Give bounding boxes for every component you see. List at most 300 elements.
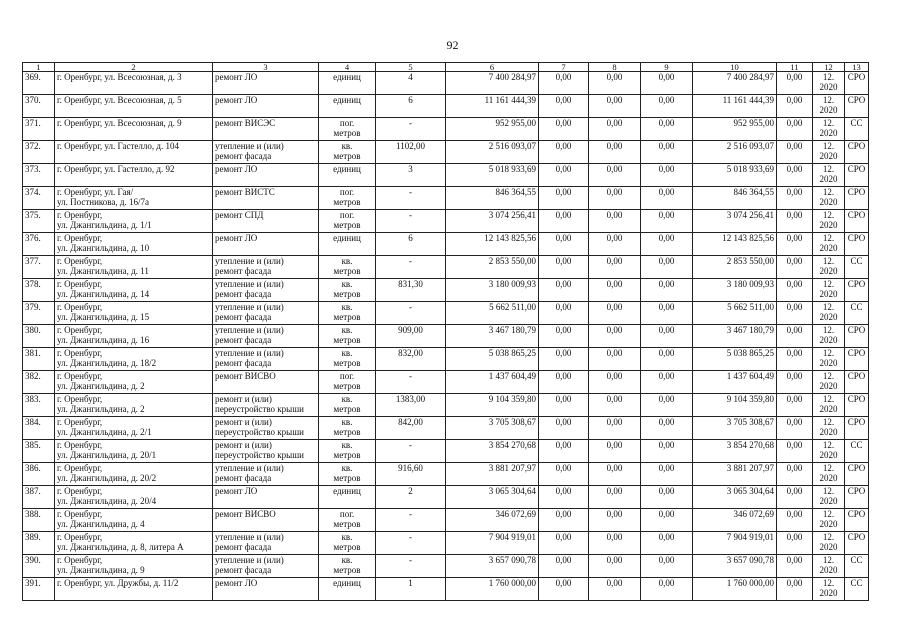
completion-date-text: 12. (822, 417, 835, 427)
owner-funds-text: 9 104 359,80 (726, 394, 774, 404)
completion-date (813, 164, 845, 187)
total-cost-text: 3 854 270,68 (488, 440, 536, 450)
owner-funds (693, 509, 777, 532)
fund-1-text: 0,00 (555, 72, 572, 82)
other-funds-text: 0,00 (786, 486, 803, 496)
completion-date (813, 532, 845, 555)
unit-text: кв. (341, 463, 353, 473)
address-text: ул. Джангильдина, д. 16 (57, 335, 150, 345)
total-cost (446, 486, 539, 509)
fund-3-text: 0,00 (658, 279, 675, 289)
unit-text: метров (333, 565, 361, 575)
work-type-text: ремонт фасада (215, 358, 272, 368)
owner-funds-text: 2 853 550,00 (726, 256, 774, 266)
completion-date-text: 12. (822, 210, 835, 220)
work-type-text: ремонт фасада (215, 289, 272, 299)
owner-funds (693, 371, 777, 394)
fund-method-text: СРО (847, 532, 866, 542)
unit (319, 72, 376, 95)
address (55, 325, 213, 348)
fund-1 (539, 187, 589, 210)
quantity (376, 348, 446, 371)
fund-3 (641, 72, 693, 95)
completion-date-text: 12. (822, 72, 835, 82)
address (55, 233, 213, 256)
unit-text: метров (333, 289, 361, 299)
fund-2-text: 0,00 (606, 256, 623, 266)
owner-funds (693, 95, 777, 118)
address-text: г. Оренбург, (57, 279, 103, 289)
unit-text: метров (333, 519, 361, 529)
completion-date-text: 2020 (819, 588, 838, 598)
table-row (23, 440, 869, 463)
fund-1-text: 0,00 (555, 302, 572, 312)
completion-date-text: 2020 (819, 496, 838, 506)
fund-2-text: 0,00 (606, 371, 623, 381)
fund-2-text: 0,00 (606, 164, 623, 174)
work-type-text: утепление и (или) (215, 463, 284, 473)
fund-2 (589, 279, 641, 302)
address-text: г. Оренбург, (57, 509, 103, 519)
row-number (23, 256, 55, 279)
owner-funds-text: 3 074 256,41 (726, 210, 774, 220)
fund-3-text: 0,00 (658, 95, 675, 105)
quantity (376, 578, 446, 601)
other-funds-text: 0,00 (786, 532, 803, 542)
work-type (213, 302, 319, 325)
fund-1 (539, 325, 589, 348)
fund-method (845, 463, 869, 486)
fund-2 (589, 72, 641, 95)
table-row (23, 578, 869, 601)
work-type-text: переустройство крыши (215, 427, 304, 437)
fund-3-text: 0,00 (658, 256, 675, 266)
other-funds-text: 0,00 (786, 555, 803, 565)
fund-method-text: СС (850, 578, 863, 588)
owner-funds-text: 2 516 093,07 (726, 141, 774, 151)
total-cost (446, 141, 539, 164)
total-cost (446, 210, 539, 233)
column-header: 2 (55, 63, 213, 72)
completion-date-text: 2020 (819, 519, 838, 529)
fund-2 (589, 509, 641, 532)
owner-funds (693, 302, 777, 325)
total-cost (446, 118, 539, 141)
completion-date (813, 279, 845, 302)
fund-method (845, 325, 869, 348)
fund-3 (641, 95, 693, 118)
owner-funds-text: 5 018 933,69 (726, 164, 774, 174)
unit-text: единиц (333, 486, 361, 496)
fund-1 (539, 417, 589, 440)
other-funds (777, 256, 813, 279)
completion-date (813, 210, 845, 233)
fund-method-text: СРО (847, 95, 866, 105)
table-row (23, 256, 869, 279)
address-text: ул. Джангильдина, д. 11 (57, 266, 149, 276)
unit (319, 233, 376, 256)
unit-text: пог. (339, 509, 355, 519)
quantity-text: - (409, 118, 412, 128)
unit (319, 302, 376, 325)
completion-date-text: 12. (822, 555, 835, 565)
row-number-text: 382. (25, 371, 41, 381)
fund-method-text: СРО (847, 233, 866, 243)
unit-text: пог. (339, 210, 355, 220)
completion-date (813, 187, 845, 210)
owner-funds (693, 141, 777, 164)
unit-text: кв. (341, 417, 353, 427)
address-text: г. Оренбург, ул. Всесоюзная, д. 9 (57, 118, 182, 128)
work-type (213, 348, 319, 371)
address-text: ул. Джангильдина, д. 15 (57, 312, 150, 322)
work-type (213, 394, 319, 417)
owner-funds (693, 486, 777, 509)
completion-date (813, 555, 845, 578)
quantity (376, 463, 446, 486)
row-number-text: 371. (25, 118, 41, 128)
fund-3 (641, 141, 693, 164)
other-funds-text: 0,00 (786, 371, 803, 381)
unit-text: единиц (333, 233, 361, 243)
address-text: г. Оренбург, ул. Гая/ (57, 187, 134, 197)
fund-2-text: 0,00 (606, 279, 623, 289)
work-type-text: ремонт ЛО (215, 578, 258, 588)
row-number (23, 371, 55, 394)
total-cost-text: 2 853 550,00 (488, 256, 536, 266)
owner-funds (693, 555, 777, 578)
fund-2-text: 0,00 (606, 233, 623, 243)
unit-text: кв. (341, 555, 353, 565)
unit (319, 440, 376, 463)
table-row (23, 509, 869, 532)
completion-date-text: 2020 (819, 381, 838, 391)
column-header: 13 (845, 63, 869, 72)
completion-date-text: 2020 (819, 289, 838, 299)
work-type (213, 463, 319, 486)
unit-text: кв. (341, 394, 353, 404)
fund-1-text: 0,00 (555, 371, 572, 381)
address (55, 141, 213, 164)
fund-1 (539, 72, 589, 95)
fund-3-text: 0,00 (658, 187, 675, 197)
table-row (23, 348, 869, 371)
completion-date (813, 440, 845, 463)
row-number-text: 378. (25, 279, 41, 289)
other-funds (777, 210, 813, 233)
fund-2 (589, 348, 641, 371)
address-text: г. Оренбург, (57, 302, 103, 312)
fund-2-text: 0,00 (606, 394, 623, 404)
address-text: ул. Постникова, д. 16/7а (57, 197, 149, 207)
other-funds (777, 118, 813, 141)
address-text: г. Оренбург, (57, 440, 103, 450)
other-funds-text: 0,00 (786, 302, 803, 312)
unit (319, 486, 376, 509)
completion-date-text: 2020 (819, 174, 838, 184)
fund-method-text: СРО (847, 348, 866, 358)
fund-3 (641, 118, 693, 141)
fund-1 (539, 371, 589, 394)
total-cost (446, 578, 539, 601)
table-row (23, 164, 869, 187)
fund-1 (539, 555, 589, 578)
quantity-text: 1 (408, 578, 413, 588)
table-row (23, 141, 869, 164)
total-cost-text: 5 038 865,25 (488, 348, 536, 358)
owner-funds (693, 210, 777, 233)
unit (319, 164, 376, 187)
fund-method (845, 486, 869, 509)
fund-1 (539, 509, 589, 532)
work-type-text: ремонт фасада (215, 312, 272, 322)
row-number (23, 486, 55, 509)
fund-1-text: 0,00 (555, 578, 572, 588)
fund-1-text: 0,00 (555, 210, 572, 220)
fund-2-text: 0,00 (606, 578, 623, 588)
fund-2 (589, 394, 641, 417)
fund-method (845, 141, 869, 164)
completion-date-text: 2020 (819, 105, 838, 115)
total-cost (446, 72, 539, 95)
completion-date-text: 12. (822, 164, 835, 174)
quantity-text: 1102,00 (396, 141, 425, 151)
unit-text: кв. (341, 532, 353, 542)
column-header: 3 (213, 63, 319, 72)
completion-date (813, 371, 845, 394)
work-type-text: переустройство крыши (215, 450, 304, 460)
address (55, 72, 213, 95)
unit-text: метров (333, 312, 361, 322)
unit-text: кв. (341, 141, 353, 151)
completion-date-text: 2020 (819, 243, 838, 253)
row-number-text: 390. (25, 555, 41, 565)
quantity (376, 486, 446, 509)
total-cost (446, 164, 539, 187)
fund-1 (539, 256, 589, 279)
fund-1 (539, 118, 589, 141)
total-cost-text: 952 955,00 (495, 118, 536, 128)
table-row (23, 325, 869, 348)
fund-1-text: 0,00 (555, 118, 572, 128)
completion-date-text: 2020 (819, 128, 838, 138)
fund-method-text: СРО (847, 394, 866, 404)
fund-method (845, 210, 869, 233)
row-number-text: 388. (25, 509, 41, 519)
address (55, 509, 213, 532)
fund-1-text: 0,00 (555, 141, 572, 151)
unit-text: метров (333, 358, 361, 368)
unit-text: метров (333, 151, 361, 161)
fund-1-text: 0,00 (555, 532, 572, 542)
other-funds-text: 0,00 (786, 118, 803, 128)
row-number-text: 379. (25, 302, 41, 312)
fund-1-text: 0,00 (555, 463, 572, 473)
owner-funds-text: 3 180 009,93 (726, 279, 774, 289)
total-cost-text: 346 072,69 (495, 509, 536, 519)
total-cost-text: 3 065 304,64 (488, 486, 536, 496)
fund-3 (641, 486, 693, 509)
completion-date (813, 325, 845, 348)
fund-2-text: 0,00 (606, 486, 623, 496)
owner-funds (693, 72, 777, 95)
completion-date-text: 2020 (819, 220, 838, 230)
unit (319, 141, 376, 164)
work-type-text: утепление и (или) (215, 279, 284, 289)
unit (319, 555, 376, 578)
work-type-text: ремонт фасада (215, 565, 272, 575)
address (55, 118, 213, 141)
work-type (213, 325, 319, 348)
completion-date-text: 12. (822, 302, 835, 312)
owner-funds-text: 3 657 090,78 (726, 555, 774, 565)
fund-1-text: 0,00 (555, 555, 572, 565)
fund-method-text: СС (850, 302, 863, 312)
completion-date (813, 486, 845, 509)
fund-2 (589, 555, 641, 578)
row-number (23, 210, 55, 233)
fund-2 (589, 578, 641, 601)
fund-2 (589, 233, 641, 256)
fund-3-text: 0,00 (658, 325, 675, 335)
fund-3 (641, 578, 693, 601)
other-funds (777, 509, 813, 532)
unit-text: пог. (339, 118, 355, 128)
total-cost (446, 279, 539, 302)
fund-3 (641, 325, 693, 348)
column-number-row (23, 63, 869, 72)
completion-date (813, 509, 845, 532)
quantity (376, 440, 446, 463)
total-cost (446, 187, 539, 210)
owner-funds (693, 164, 777, 187)
row-number (23, 141, 55, 164)
row-number (23, 417, 55, 440)
fund-2-text: 0,00 (606, 210, 623, 220)
other-funds (777, 532, 813, 555)
address (55, 578, 213, 601)
work-type (213, 187, 319, 210)
fund-method-text: СРО (847, 486, 866, 496)
completion-date-text: 12. (822, 325, 835, 335)
work-type-text: утепление и (или) (215, 256, 284, 266)
quantity (376, 325, 446, 348)
unit-text: кв. (341, 325, 353, 335)
work-type-text: ремонт фасада (215, 335, 272, 345)
table-row (23, 210, 869, 233)
work-type (213, 417, 319, 440)
total-cost (446, 509, 539, 532)
fund-3-text: 0,00 (658, 348, 675, 358)
total-cost (446, 440, 539, 463)
total-cost-text: 5 662 511,00 (489, 302, 536, 312)
completion-date-text: 2020 (819, 358, 838, 368)
quantity (376, 256, 446, 279)
completion-date-text: 12. (822, 578, 835, 588)
unit-text: единиц (333, 578, 361, 588)
total-cost (446, 348, 539, 371)
unit (319, 187, 376, 210)
table-row (23, 463, 869, 486)
owner-funds (693, 417, 777, 440)
row-number (23, 555, 55, 578)
other-funds (777, 578, 813, 601)
work-type-text: переустройство крыши (215, 404, 304, 414)
fund-1 (539, 233, 589, 256)
row-number (23, 118, 55, 141)
address-text: ул. Джангильдина, д. 14 (57, 289, 150, 299)
quantity-text: 1383,00 (395, 394, 426, 404)
owner-funds-text: 7 400 284,97 (726, 72, 774, 82)
column-header: 10 (693, 63, 777, 72)
column-header: 11 (777, 63, 813, 72)
other-funds (777, 348, 813, 371)
work-type (213, 233, 319, 256)
completion-date (813, 72, 845, 95)
total-cost (446, 532, 539, 555)
table-row (23, 486, 869, 509)
row-number-text: 391. (25, 578, 41, 588)
page-number: 92 (446, 38, 459, 52)
other-funds (777, 325, 813, 348)
fund-method (845, 417, 869, 440)
row-number (23, 279, 55, 302)
address-text: г. Оренбург, (57, 210, 103, 220)
table-row (23, 72, 869, 95)
quantity-text: - (409, 210, 412, 220)
unit-text: единиц (333, 164, 361, 174)
completion-date (813, 256, 845, 279)
fund-2 (589, 118, 641, 141)
completion-date-text: 12. (822, 532, 835, 542)
fund-method (845, 394, 869, 417)
quantity-text: - (409, 187, 412, 197)
fund-3-text: 0,00 (658, 394, 675, 404)
owner-funds (693, 532, 777, 555)
work-type-text: утепление и (или) (215, 141, 284, 151)
total-cost-text: 3 074 256,41 (488, 210, 536, 220)
fund-3 (641, 302, 693, 325)
total-cost-text: 5 018 933,69 (488, 164, 536, 174)
address-text: г. Оренбург, ул. Всесоюзная, д. 3 (57, 72, 182, 82)
fund-2-text: 0,00 (606, 141, 623, 151)
unit-text: метров (333, 473, 361, 483)
completion-date-text: 2020 (819, 266, 838, 276)
fund-1 (539, 463, 589, 486)
other-funds-text: 0,00 (786, 417, 803, 427)
other-funds (777, 141, 813, 164)
row-number-text: 387. (25, 486, 41, 496)
total-cost-text: 9 104 359,80 (488, 394, 536, 404)
quantity (376, 187, 446, 210)
row-number (23, 532, 55, 555)
completion-date (813, 141, 845, 164)
other-funds (777, 463, 813, 486)
completion-date (813, 95, 845, 118)
fund-2-text: 0,00 (606, 509, 623, 519)
other-funds (777, 187, 813, 210)
completion-date-text: 12. (822, 187, 835, 197)
quantity-text: - (409, 532, 412, 542)
owner-funds-text: 11 161 444,39 (722, 95, 774, 105)
row-number (23, 578, 55, 601)
fund-2 (589, 302, 641, 325)
row-number-text: 383. (25, 394, 41, 404)
unit-text: кв. (341, 348, 353, 358)
quantity-text: 3 (408, 164, 413, 174)
unit-text: пог. (339, 187, 355, 197)
quantity (376, 394, 446, 417)
